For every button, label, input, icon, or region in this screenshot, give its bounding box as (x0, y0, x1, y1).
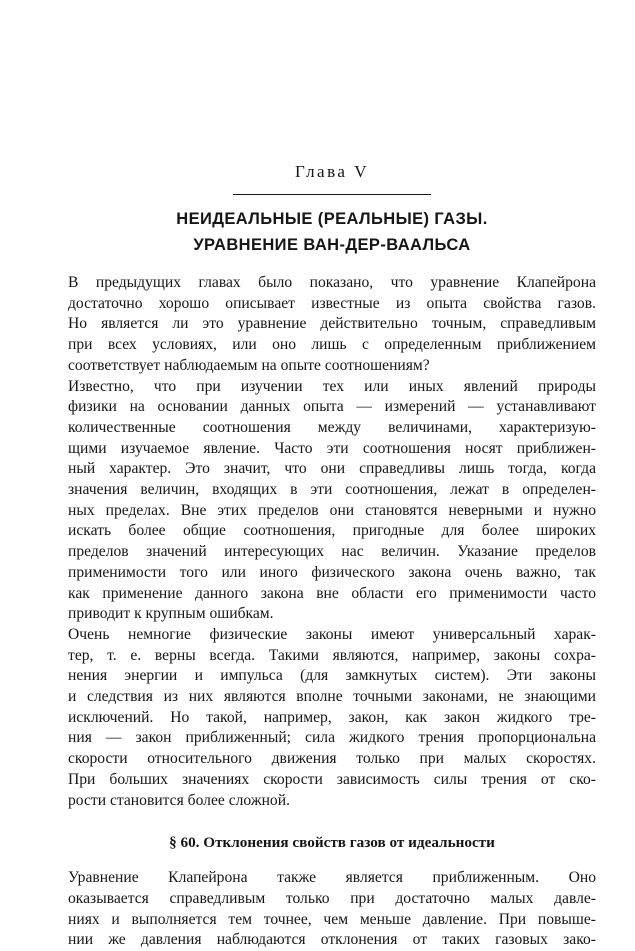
text-line: рости становится более сложной. (68, 791, 290, 809)
text-line: при всех условиях, или оно лишь с определенным приближением (68, 336, 596, 354)
book-page (68, 160, 596, 951)
text-line: тер, т. е. верны всегда. Такими являются, например, законы сохра- (68, 646, 596, 664)
text-line: В предыдущих главах было показано, что уравнение Клапейрона (68, 274, 596, 291)
text-line: как применение данного закона вне области его применимости часто (68, 584, 596, 602)
text-line: соответствует наблюдаемым на опыте соотношениям? (68, 356, 430, 374)
text-line: скорости относительного движения только при малых скоростях. (68, 750, 596, 768)
text-line: ный характер. Это значит, что они справедливы лишь тогда, когда (68, 460, 596, 478)
chapter-rule (233, 194, 431, 195)
text-line: нии же давления наблюдаются отклонения от таких газовых зако- (68, 931, 596, 949)
text-line: нения энергии и импульса (для замкнутых систем). Эти законы (68, 667, 596, 685)
text-line: и следствия из них являются вполне точными законами, не знающими (68, 688, 596, 706)
text-line: Известно, что при изучении тех или иных явлений природы (68, 377, 596, 395)
text-line: искать более общие соотношения, пригодные для более широких (68, 522, 596, 540)
text-line: оказывается справедливым только при достаточно малых давле- (68, 889, 596, 907)
text-line: пределов значений интересующих нас величин. Указание пределов (68, 543, 596, 561)
section-paragraph (68, 868, 596, 951)
text-line: значения величин, входящих в эти соотношения, лежат в определен- (68, 481, 596, 499)
section-heading: § 60. Отклонения свойств газов от идеальности (169, 834, 495, 852)
paragraph-3 (68, 625, 596, 811)
text-line: щими изучаемое явление. Часто эти соотношения носят приближен- (68, 439, 596, 457)
text-line: ния — закон приближенный; сила жидкого трения пропорциональна (68, 729, 596, 747)
paragraph-1 (68, 273, 596, 377)
text-line: приводит к крупным ошибкам. (68, 605, 274, 623)
text-line: Уравнение Клапейрона также является приближенным. Оно (68, 869, 596, 887)
text-line: достаточно хорошо описывает известные из опыта свойства газов. (68, 294, 596, 312)
chapter-title-line-1: НЕИДЕАЛЬНЫЕ (РЕАЛЬНЫЕ) ГАЗЫ. (176, 210, 488, 228)
text-line: Но является ли это уравнение действительно точным, справедливым (68, 315, 596, 333)
text-line: ных пределах. Вне этих пределов они становятся неверными и нужно (68, 501, 596, 519)
text-line: исключений. Но такой, например, закон, как закон жидкого тре- (68, 708, 596, 726)
text-line: ниях и выполняется тем точнее, чем меньше давление. При повыше- (68, 910, 596, 928)
text-line: Очень немногие физические законы имеют универсальный харак- (68, 625, 596, 643)
text-line: При больших значениях скорости зависимость силы трения от ско- (68, 770, 596, 788)
chapter-title-line-2: УРАВНЕНИЕ ВАН-ДЕР-ВААЛЬСА (193, 236, 471, 254)
text-line: физики на основании данных опыта — измерений — устанавливают (68, 398, 596, 416)
chapter-label: Глава V (295, 162, 369, 181)
paragraph-2 (68, 377, 596, 625)
text-line: применимости того или иного физического закона очень важно, так (68, 563, 596, 581)
text-line: количественные соотношения между величинами, характеризую- (68, 418, 596, 436)
chapter-title (68, 206, 596, 258)
